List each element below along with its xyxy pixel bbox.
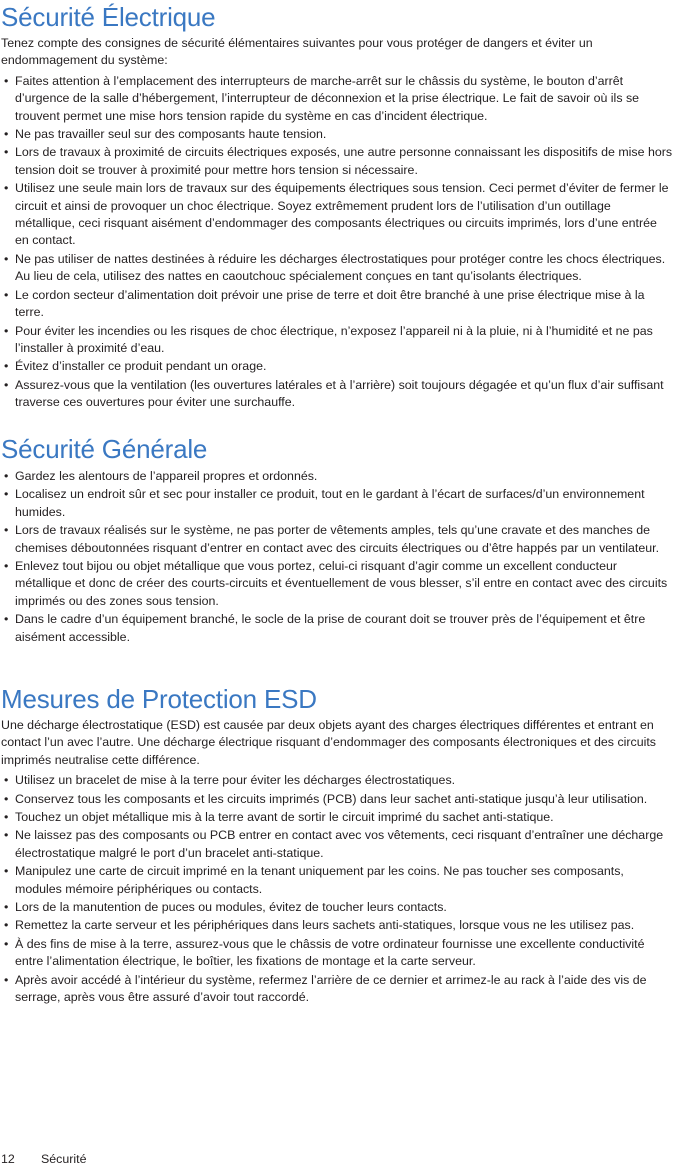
bullet-icon: • (4, 918, 9, 933)
list-item-text: Faites attention à l’emplacement des interrupteurs de marche-arrêt sur le châssis du système, le bouton d’arrêt d’urgence de la salle d’hébergement, l’interrupteur de déconnexion et la prise électrique. Le fait de savoir où ils se trouvent permet une mise hors tension rapide du système en cas d’incident électrique. (15, 73, 640, 123)
bullet-icon: • (4, 145, 9, 160)
bullet-icon: • (4, 828, 9, 843)
list-item-text: Évitez d’installer ce produit pendant un orage. (15, 359, 267, 374)
list-item (1, 558, 673, 610)
list-item-text: Localisez un endroit sûr et sec pour installer ce produit, tout en le gardant à l’écart de surfaces/d’un environnement humides. (15, 487, 645, 519)
bullet-icon: • (4, 900, 9, 915)
list-item-text: Après avoir accédé à l’intérieur du système, refermez l’arrière de ce dernier et arrimez-le au rack à l’aide des vis de serrage, après vous être assuré d’avoir tout raccordé. (15, 972, 647, 1005)
section-esd-protection (1, 684, 673, 1008)
list-item-text: Dans le cadre d’un équipement branché, le socle de la prise de courant doit se trouver près de l’équipement et être aisément accessible. (15, 612, 646, 644)
section-electrical-safety (1, 2, 673, 413)
list-item-text: À des fins de mise à la terre, assurez-vous que le châssis de votre ordinateur fournisse une excellente conductivité entre l’alimentation électrique, le boîtier, les fixations de montage et la carte serveur. (15, 936, 645, 969)
list-item-text: Lors de la manutention de puces ou modules, évitez de toucher leurs contacts. (15, 900, 447, 915)
list-item-text: Utilisez un bracelet de mise à la terre pour éviter les décharges électrostatiques. (15, 773, 456, 788)
list-item-text: Lors de travaux à proximité de circuits électriques exposés, une autre personne connaissant les dispositifs de mise hors tension doit se trouver à proximité pour mettre hors tension si nécessaire. (15, 145, 673, 177)
page-footer (1, 1151, 86, 1167)
bullet-icon: • (4, 972, 9, 987)
bullet-icon: • (4, 469, 9, 483)
list-item (1, 522, 673, 557)
bullet-icon: • (4, 181, 9, 196)
bullet-icon: • (4, 127, 9, 142)
bullet-icon: • (4, 810, 9, 825)
list-item (1, 791, 673, 808)
list-item (1, 863, 673, 898)
list-item-text: Manipulez une carte de circuit imprimé en la tenant uniquement par les coins. Ne pas toucher ses composants, modules mémoire périphériques ou contacts. (15, 864, 624, 896)
list-item (1, 772, 673, 789)
section-intro: Tenez compte des consignes de sécurité élémentaires suivantes pour vous protéger de dangers et éviter un endommagement du système: (1, 36, 593, 68)
list-item (1, 251, 673, 286)
list-item (1, 73, 673, 125)
bullet-icon: • (4, 323, 9, 338)
list-item (1, 936, 673, 971)
list-item (1, 972, 673, 1007)
list-item-text: Le cordon secteur d’alimentation doit prévoir une prise de terre et doit être branché à une prise électrique mise à la terre. (15, 287, 645, 320)
list-item-text: Pour éviter les incendies ou les risques de choc électrique, n’exposez l’appareil ni à la pluie, ni à l’humidité et ne pas l’installer à proximité d’eau. (15, 323, 653, 355)
list-item (1, 899, 673, 916)
bullet-icon: • (4, 936, 9, 951)
bullet-icon: • (4, 73, 9, 88)
list-item-text: Lors de travaux réalisés sur le système, ne pas porter de vêtements amples, tels qu’une cravate et des manches de chemises déboutonnées risquant d’entrer en contact avec des circuits électriques ou d’être happés par un ventilateur. (15, 523, 660, 555)
list-item-text: Remettez la carte serveur et les périphériques dans leurs sachets anti-statiques, lorsque vous ne les utilisez pas. (15, 918, 635, 933)
section-intro: Une décharge électrostatique (ESD) est causée par deux objets ayant des charges électriques différentes et entrant en contact l’un avec l’autre. Une décharge électrique risquant d’endommager des composants électroniques et des circuits imprimés neutralise cette différence. (1, 718, 656, 767)
list-item (1, 809, 673, 826)
bullet-icon: • (4, 864, 9, 879)
section-general-safety (1, 434, 673, 647)
bullet-icon: • (4, 287, 9, 302)
list-item (1, 287, 673, 322)
list-item (1, 323, 673, 358)
bullet-icon: • (4, 377, 9, 392)
list-item-text: Ne laissez pas des composants ou PCB entrer en contact avec vos vêtements, ceci risquant d’entraîner une décharge électrostatique malgré le port d’un bracelet anti-statique. (15, 828, 664, 860)
bullet-icon: • (4, 612, 9, 627)
bullet-icon: • (4, 523, 9, 538)
list-item (1, 611, 673, 646)
section-title: Sécurité Générale (1, 434, 208, 464)
list-item (1, 144, 673, 179)
bullet-icon: • (4, 559, 9, 574)
bullet-list (1, 772, 673, 1006)
list-item (1, 486, 673, 521)
page-number: 12 (1, 1152, 15, 1166)
list-item-text: Assurez-vous que la ventilation (les ouvertures latérales et à l’arrière) soit toujours dégagée et qu’un flux d’air suffisant traverse ces ouvertures pour éviter une surchauffe. (15, 377, 664, 410)
footer-section-name: Sécurité (41, 1152, 87, 1166)
list-item (1, 180, 673, 250)
list-item (1, 358, 673, 375)
bullet-icon: • (4, 359, 9, 374)
bullet-icon: • (4, 791, 9, 806)
bullet-icon: • (4, 487, 9, 502)
list-item-text: Gardez les alentours de l’appareil propres et ordonnés. (15, 469, 318, 483)
bullet-list (1, 468, 673, 646)
section-title: Mesures de Protection ESD (1, 684, 317, 714)
list-item-text: Enlevez tout bijou ou objet métallique que vous portez, celui-ci risquant d’agir comme un excellent conducteur métallique et donc de créer des courts-circuits et éventuellement de vous blesser, s’il entre en contact avec des circuits imprimés ou des zones sous tension. (15, 559, 668, 608)
list-item (1, 468, 673, 485)
list-item (1, 126, 673, 143)
section-title: Sécurité Électrique (1, 2, 216, 32)
list-item-text: Utilisez une seule main lors de travaux sur des équipements électriques sous tension. Ceci permet d’éviter de fermer le circuit et ainsi de provoquer un choc électrique. Soyez extrêmement prudent lors de l’utilisation d’un outillage métallique, ceci risquant aisément d’endommager des composants électriques ou circuits imprimés, lors d’une entrée en contact. (15, 181, 669, 248)
bullet-icon: • (4, 773, 9, 788)
bullet-list (1, 73, 673, 412)
list-item-text: Ne pas travailler seul sur des composants haute tension. (15, 127, 327, 142)
list-item-text: Ne pas utiliser de nattes destinées à réduire les décharges électrostatiques pour protéger contre les chocs électriques. Au lieu de cela, utilisez des nattes en caoutchouc spécialement conçues en tant qu’isolants électriques. (15, 251, 666, 284)
list-item (1, 377, 673, 412)
list-item-text: Conservez tous les composants et les circuits imprimés (PCB) dans leur sachet anti-statique jusqu’à leur utilisation. (15, 791, 648, 806)
list-item-text: Touchez un objet métallique mis à la terre avant de sortir le circuit imprimé du sachet anti-statique. (15, 810, 554, 825)
list-item (1, 917, 673, 934)
bullet-icon: • (4, 251, 9, 266)
list-item (1, 827, 673, 862)
